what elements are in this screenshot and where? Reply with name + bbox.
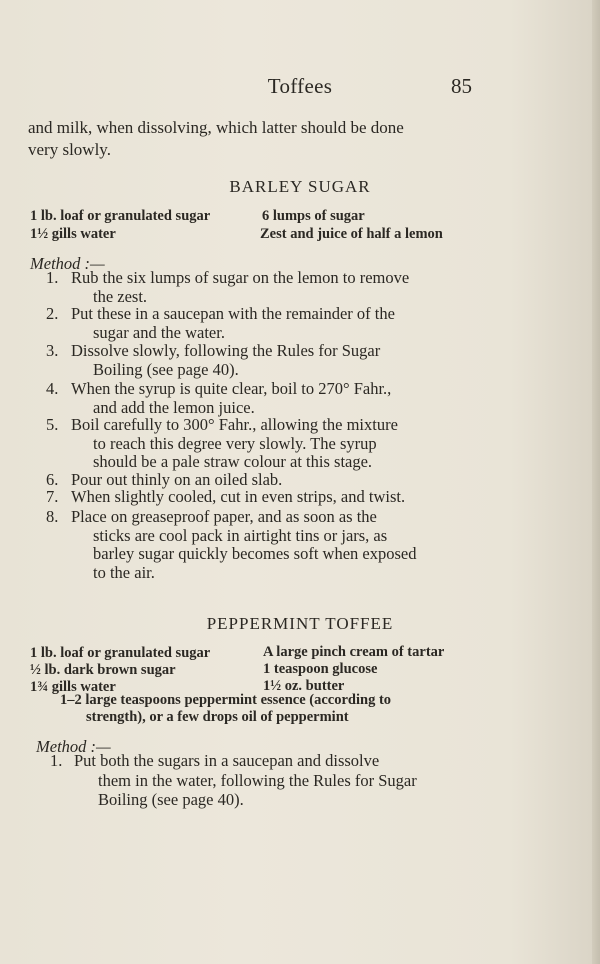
step-text-line: Put both the sugars in a saucepan and dissolve bbox=[74, 751, 380, 770]
ingredient: 1¾ gills water bbox=[30, 679, 116, 695]
step-text-line: Dissolve slowly, following the Rules for Sugar bbox=[71, 341, 381, 360]
step-text-line: Rub the six lumps of sugar on the lemon to remove bbox=[71, 268, 410, 287]
ingredient: 1½ gills water bbox=[30, 226, 116, 242]
ingredient: strength), or a few drops oil of peppermint bbox=[86, 709, 349, 725]
page-number: 85 bbox=[451, 74, 472, 98]
method-label: Method :— bbox=[36, 737, 111, 756]
step-text-line: sticks are cool pack in airtight tins or jars, as bbox=[93, 525, 388, 545]
intro-line-1: and milk, when dissolving, which latter should be done bbox=[28, 118, 404, 137]
ingredient: 1–2 large teaspoons peppermint essence (according to bbox=[60, 692, 392, 708]
step-text-line: and add the lemon juice. bbox=[93, 397, 255, 417]
intro-line-2: very slowly. bbox=[28, 140, 111, 159]
step-text-line: should be a pale straw colour at this stage. bbox=[93, 452, 373, 471]
ingredient: 1 lb. loaf or granulated sugar bbox=[30, 208, 211, 224]
page-edge bbox=[592, 0, 600, 964]
step-text-line: sugar and the water. bbox=[93, 322, 225, 342]
step-text-line: them in the water, following the Rules for Sugar bbox=[98, 770, 417, 790]
step-number: 1. bbox=[50, 751, 63, 770]
step-text-line: Place on greaseproof paper, and as soon as the bbox=[71, 507, 377, 526]
step-text-line: When slightly cooled, cut in even strips, and twist. bbox=[71, 487, 406, 506]
step-number: 4. bbox=[46, 379, 59, 398]
step-text-line: Boiling (see page 40). bbox=[93, 359, 239, 379]
peppermint-toffee-title: PEPPERMINT TOFFEE bbox=[206, 614, 394, 633]
ingredient: 1½ oz. butter bbox=[263, 678, 345, 694]
step-text-line: barley sugar quickly becomes soft when exposed bbox=[93, 544, 417, 563]
step-text-line: Boil carefully to 300° Fahr., allowing the mixture bbox=[71, 415, 398, 434]
ingredient: Zest and juice of half a lemon bbox=[260, 226, 443, 242]
step-text-line: Put these in a saucepan with the remainder of the bbox=[71, 304, 395, 323]
ingredient: A large pinch cream of tartar bbox=[263, 644, 445, 660]
ingredient: 1 lb. loaf or granulated sugar bbox=[30, 645, 211, 661]
step-text-line: to reach this degree very slowly. The syrup bbox=[93, 433, 377, 453]
step-text-line: Boiling (see page 40). bbox=[98, 790, 244, 809]
step-text-line: to the air. bbox=[93, 562, 155, 582]
method-label: Method :— bbox=[30, 254, 105, 273]
ingredient: 1 teaspoon glucose bbox=[263, 661, 378, 677]
step-number: 1. bbox=[46, 268, 59, 287]
step-number: 8. bbox=[46, 507, 59, 526]
step-text-line: When the syrup is quite clear, boil to 270° Fahr., bbox=[71, 379, 392, 398]
step-number: 3. bbox=[46, 341, 59, 360]
ingredient: 6 lumps of sugar bbox=[262, 208, 365, 224]
step-number: 6. bbox=[46, 470, 59, 489]
step-text-line: Pour out thinly on an oiled slab. bbox=[71, 470, 283, 489]
barley-sugar-title: BARLEY SUGAR bbox=[229, 177, 371, 196]
ingredient: ½ lb. dark brown sugar bbox=[30, 662, 176, 678]
running-title: Toffees bbox=[267, 74, 333, 98]
step-number: 2. bbox=[46, 304, 59, 323]
step-number: 7. bbox=[46, 487, 59, 506]
step-number: 5. bbox=[46, 415, 59, 434]
step-text-line: the zest. bbox=[93, 286, 148, 306]
